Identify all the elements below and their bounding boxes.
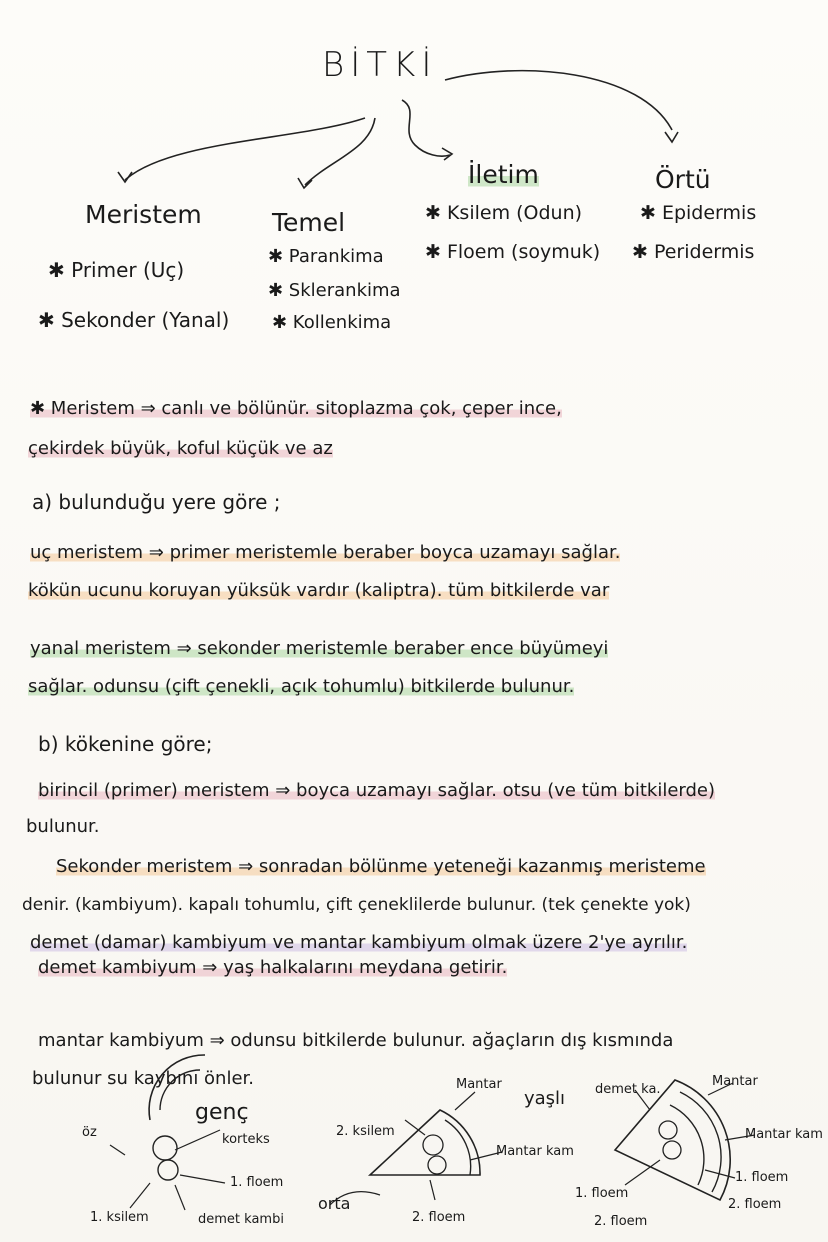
section-heading: b) kökenine göre; bbox=[38, 732, 213, 756]
note-line: uç meristem ⇒ primer meristemle beraber boyca uzamayı sağlar. bbox=[30, 542, 621, 563]
temel-item: ✱ Sklerankima bbox=[268, 280, 401, 301]
note-line: bulunur. bbox=[26, 816, 100, 837]
note-line: sağlar. odunsu (çift çenekli, açık tohumlu) bitkilerde bulunur. bbox=[28, 676, 575, 697]
yasli-stem-diagram bbox=[615, 1080, 755, 1200]
diagram-label: 1. floem bbox=[735, 1170, 789, 1185]
meristem-header: Meristem bbox=[85, 200, 202, 229]
meristem-item: ✱ Primer (Uç) bbox=[48, 258, 185, 282]
note-line: Sekonder meristem ⇒ sonradan bölünme yeteneği kazanmış meristeme bbox=[56, 856, 706, 877]
diagram-title: orta bbox=[318, 1194, 351, 1213]
diagram-label: Mantar kam bbox=[745, 1127, 823, 1142]
diagram-label: 2. ksilem bbox=[336, 1124, 395, 1139]
note-line: mantar kambiyum ⇒ odunsu bitkilerde bulunur. ağaçların dış kısmında bbox=[38, 1030, 674, 1051]
diagram-label: 2. floem bbox=[728, 1197, 782, 1212]
orti-header: Örtü bbox=[655, 165, 711, 194]
note-line: demet (damar) kambiyum ve mantar kambiyum olmak üzere 2'ye ayrılır. bbox=[30, 932, 688, 953]
temel-item: ✱ Parankima bbox=[268, 246, 384, 267]
diagram-title: genç bbox=[195, 1100, 249, 1125]
diagram-title: yaşlı bbox=[524, 1088, 566, 1109]
diagram-label: 1. floem bbox=[575, 1186, 629, 1201]
section-heading: a) bulunduğu yere göre ; bbox=[32, 490, 281, 514]
diagram-label: Mantar bbox=[456, 1077, 502, 1092]
meristem-item: ✱ Sekonder (Yanal) bbox=[38, 308, 230, 332]
diagram-label: Mantar kam bbox=[496, 1144, 574, 1159]
diagram-label: 2. floem bbox=[412, 1210, 466, 1225]
note-line: demet kambiyum ⇒ yaş halkalarını meydana getirir. bbox=[38, 957, 508, 978]
page-title: BİTKİ bbox=[322, 45, 438, 85]
orta-stem-diagram bbox=[330, 1092, 502, 1205]
iletim-item: ✱ Floem (soymuk) bbox=[425, 241, 601, 263]
note-line: çekirdek büyük, koful küçük ve az bbox=[28, 438, 333, 459]
diagram-label: öz bbox=[82, 1125, 97, 1140]
orti-item: ✱ Epidermis bbox=[640, 202, 757, 224]
diagram-label: Mantar bbox=[712, 1074, 758, 1089]
note-line: bulunur su kaybını önler. bbox=[32, 1068, 255, 1089]
diagram-label: 1. floem bbox=[230, 1175, 284, 1190]
diagram-label: demet kambi bbox=[198, 1212, 284, 1227]
temel-header: Temel bbox=[272, 208, 346, 237]
note-line: kökün ucunu koruyan yüksük vardır (kaliptra). tüm bitkilerde var bbox=[28, 580, 610, 601]
diagram-label: 2. floem bbox=[594, 1214, 648, 1229]
diagram-label: demet ka. bbox=[595, 1082, 661, 1097]
iletim-header: İletim bbox=[468, 160, 539, 189]
temel-item: ✱ Kollenkima bbox=[272, 312, 392, 333]
iletim-item: ✱ Ksilem (Odun) bbox=[425, 202, 583, 224]
note-line: birincil (primer) meristem ⇒ boyca uzamayı sağlar. otsu (ve tüm bitkilerde) bbox=[38, 780, 716, 801]
diagram-label: korteks bbox=[222, 1132, 270, 1147]
diagram-label: 1. ksilem bbox=[90, 1210, 149, 1225]
note-line: ✱ Meristem ⇒ canlı ve bölünür. sitoplazma çok, çeper ince, bbox=[30, 398, 562, 419]
note-line: yanal meristem ⇒ sekonder meristemle beraber ence büyümeyi bbox=[30, 638, 609, 659]
note-line: denir. (kambiyum). kapalı tohumlu, çift çeneklilerde bulunur. (tek çenekte yok) bbox=[22, 895, 691, 915]
orti-item: ✱ Peridermis bbox=[632, 241, 755, 263]
